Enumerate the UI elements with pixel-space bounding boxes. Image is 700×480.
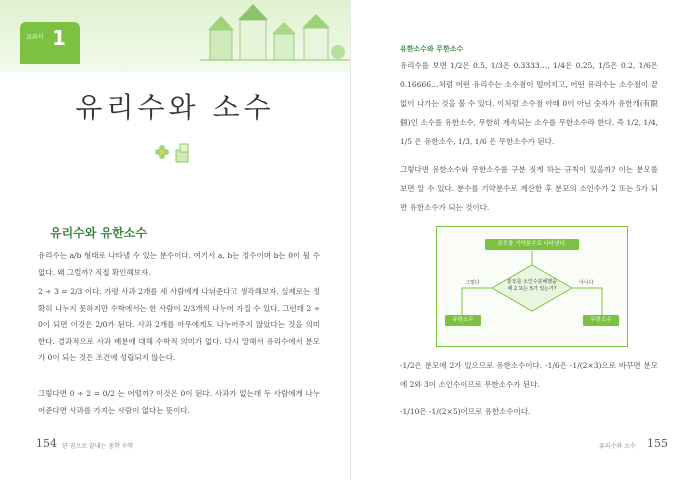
left-paragraph-1: 유리수는 a/b 형태로 나타낼 수 있는 분수이다. 여기서 a, b는 정수이며 b는 0이 될 수 없다. 왜 그럴까? 직접 확인해보자. [38,251,320,277]
flow-finite-result: 유한소수 [445,315,481,326]
flow-decision: 분모를 소인수분해했을 때 2 또는 5가 있는가? [507,279,557,292]
page-number-right: 155 [647,437,668,450]
right-paragraph-4: -1/10은 -1/(2×5)이므로 유한소수이다. [400,407,531,416]
page-number-left: 154 [36,437,57,450]
right-page [350,0,700,480]
chapter-banner [0,0,350,72]
village-illustration-icon [200,0,350,72]
flow-yes-label: 그렇다 [465,280,480,286]
chapter-label: 교과서 [26,34,44,41]
chapter-tab [20,22,80,64]
chapter-number: 1 [52,26,66,50]
flowchart-diagram [436,226,628,347]
right-paragraph-1: 유리수를 보면 1/2은 0.5, 1/3은 0.3333…, 1/4은 0.25, 1/5은 0.2, 1/6은 0.16666…처럼 어떤 유리수는 소수점이 떨어지고, 어떤 유리수는 소수점이 끝없이 나가는 것을 볼 수 있다. 이처럼 소수점 아래 0이 아닌 숫자가 유한개(有限個)인 소수를 유한소수, 무한히 계속되는 소수를 무한소수라 한다. 즉 1/2, 1/4, 1/5 은 유한소수, 1/3, 1/6 은 무한소수가 된다. [400,61,658,146]
section-heading: 유리수와 유한소수 [50,226,147,240]
left-paragraph-3: 그렇다면 0 ÷ 2 = 0/2 는 어떨까? 이것은 0이 된다. 사과가 없는데 두 사람에게 나누어준다면 사과를 가지는 사람이 없다는 뜻이다. [38,389,320,415]
flow-start-box: 분모를 기약분수로 나타낸다. [485,239,579,250]
flow-infinite-result: 무한소수 [583,315,619,326]
left-paragraph-2: 2 ÷ 3 = 2/3 이다. 가령 사과 2개를 세 사람에게 나눠준다고 생각해보자. 실제로는 정확히 나누지 못하지만 수학에서는 한 사람이 2/3개씩 나누어 가질 수 있다. 그런데 2 ÷ 0이 되면 이것은 2/0가 된다. 사과 2개를 아무에게도 나누어주지 않았다는 것을 의미한다. 결과적으로 사과 배분에 대해 수학적 의미가 없다. 다시 말해서 유리수에서 분모가 0이 되는 것은 조건에 성립되지 않는다. [38,287,320,362]
section-label: 유한소수와 무한소수 [400,45,464,53]
flower-decoration-icon [152,140,198,166]
chapter-title: 유리수와 소수 [75,91,275,124]
right-paragraph-2: 그렇다면 유한소수와 무한소수를 구분 짓게 하는 규칙이 있을까? 이는 분모를 보면 알 수 있다. 분수를 기약분수로 계산한 후 분모의 소인수가 2 또는 5가 되면 유한소수가 되는 것이다. [400,165,658,212]
flow-no-label: 아니다 [579,280,594,286]
right-paragraph-3: -1/2은 분모에 2가 있으므로 유한소수이다. -1/6은 -1/(2×3)으로 바꾸면 분모에 2와 3이 소인수이므로 무한소수가 된다. [400,361,658,389]
footer-title: 유리수와 소수 [599,443,636,450]
footer-subtitle: 한 권으로 끝내는 중학 수학 [62,443,134,450]
